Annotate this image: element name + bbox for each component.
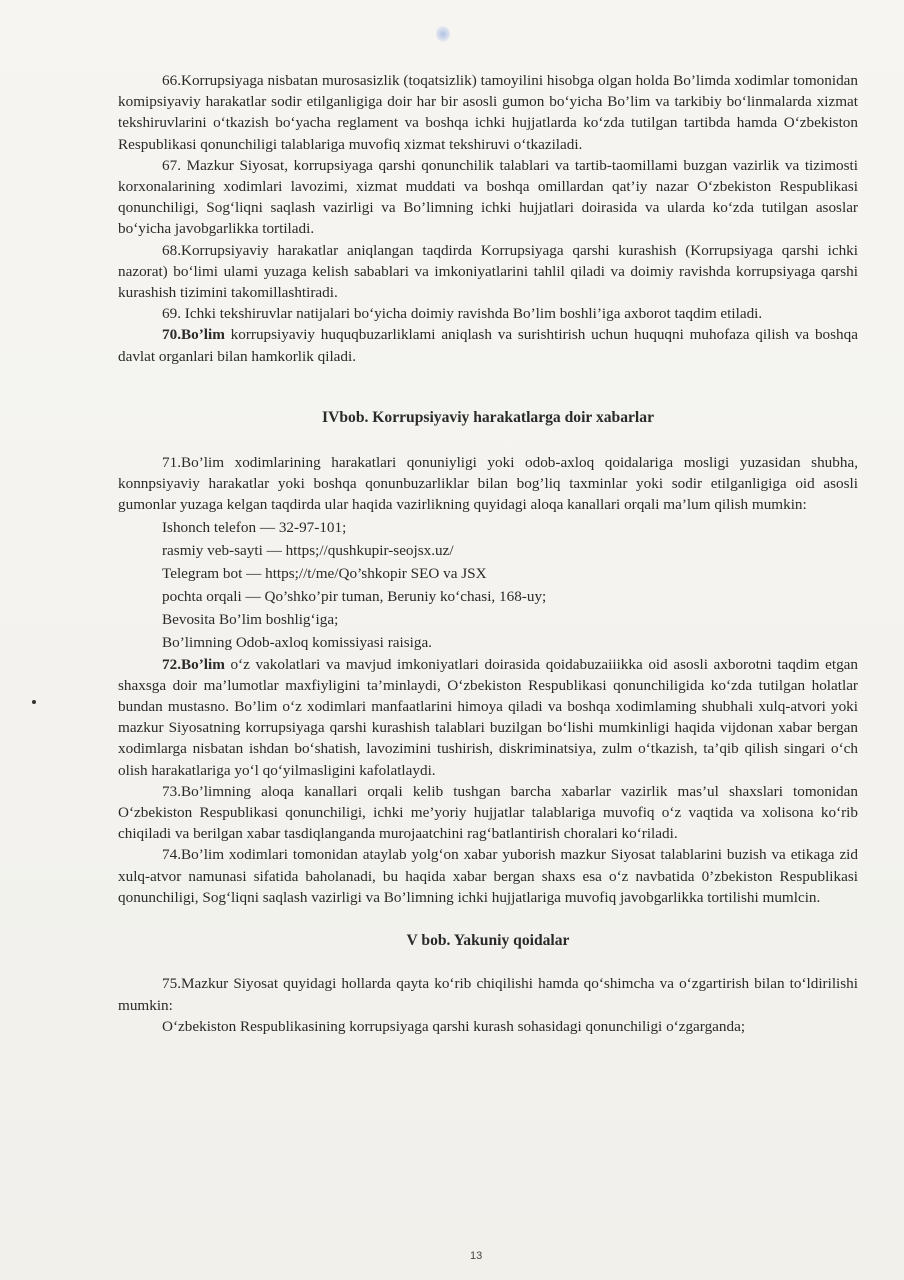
document-body (118, 70, 858, 1037)
ink-blot (436, 26, 450, 42)
paragraph-74: 74.Bo’lim xodimlari tomonidan ataylab yolg‘on xabar yuborish mazkur Siyosat talablarini buzish va etikaga zid xulq-atvor namunasi sifatida baholanadi, bu haqida xabar bergan shaxs esa o‘z navbatida 0’zbekiston Respublikasi qonunchiligi, Sog‘liqni saqlash vazirligi va Bo’limning ichki hujjatlariga muvofiq javobgarlikka tortilishi mumlcin. (118, 846, 858, 906)
channel-hotline: Ishonch telefon — 32-97-101; (162, 518, 347, 536)
paragraph-72-text: o‘z vakolatlari va mavjud imkoniyatlari doirasida qoidabuzaiiikka oid asosli axborotni taqdim etgan shaxsga doir ma’lumotlar maxfiyligini ta’minlaydi, O‘zbekiston Respublikasi qonunchiligida ko‘zda tutilgan holatlar bundan mustasno. Bo’lim o‘z xodimlari manfaatlarini himoya qiladi va boshqa xodimlaming shubhali xulq-atvori yoki mazkur Siyosatning korrupsiyaga qarshi kurashish talablari buzilgan bo‘lishi mumkinligi haqida vijdonan xabar bergan xodimlarga nisbatan ishdan bo‘shatish, lavozimini tushirish, diskriminatsiya, zulm o‘tkazish, ta’qib qilish singari o‘ch olish harakatlariga yo‘l qo‘yilmasligini kafolatlaydi. (118, 655, 858, 779)
channel-website: rasmiy veb-sayti — https;//qushkupir-seojsx.uz/ (162, 541, 454, 559)
paragraph-72 (118, 654, 858, 781)
contact-channels-list (162, 516, 858, 654)
paragraph-70-number: 70.Bo’lim (162, 326, 225, 344)
paragraph-69: 69. Ichki tekshiruvlar natijalari bo‘yicha doimiy ravishda Bo’lim boshli’iga axborot taqdim etiladi. (162, 305, 763, 323)
paragraph-73: 73.Bo’limning aloqa kanallari orqali kelib tushgan barcha xabarlar vazirlik mas’ul shaxslari tomonidan O‘zbekiston Respublikasi qonunchiligi, ichki me’yoriy hujjatlar talablariga muvofiq o‘z vaqtida va xolisona ko‘rib chiqiladi va berilgan xabar tasdiqlanganda murojaatchini rag‘batlantirish choralari ko‘riladi. (118, 782, 858, 843)
paragraph-75-item: O‘zbekiston Respublikasining korrupsiyaga qarshi kurash sohasidagi qonunchiligi o‘zgarganda; (162, 1017, 746, 1035)
paragraph-67: 67. Mazkur Siyosat, korrupsiyaga qarshi qonunchilik talablari va tartib-taomillami buzgan vazirlik va tizimosti korxonalarining xodimlari lavozimi, xizmat muddati va boshqa omillardan qat’iy nazar O‘zbekiston Respublikasi qonunchiligi, Sog‘liqni saqlash vazirligi va Bo’limning ichki hujjatlari doirasida va ularda ko‘zda tutilgan asoslar bo‘yicha javobgarlikka tortiladi. (118, 156, 858, 238)
page-number: 13 (470, 1250, 483, 1262)
channel-mail: pochta orqali — Qo’shko’pir tuman, Beruniy ko‘chasi, 168-uy; (162, 587, 547, 605)
paragraph-68: 68.Korrupsiyaviy harakatlar aniqlangan taqdirda Korrupsiyaga qarshi kurashish (Korrupsiyaga qarshi ichki nazorat) bo‘limi ulami yuzaga kelish sabablari va imkoniyatlarini tahlil qiladi va doimiy ravishda korrupsiyaga qarshi kurashish tizimini takomillashtiradi. (118, 241, 858, 302)
margin-speck (32, 700, 36, 704)
paragraph-70-text: korrupsiyaviy huquqbuzarliklami aniqlash va surishtirish uchun huquqni muhofaza qilish va boshqa davlat organlari bilan hamkorlik qiladi. (118, 326, 858, 365)
paragraph-71: 71.Bo’lim xodimlarining harakatlari qonuniyligi yoki odob-axloq qoidalariga mosligi yuzasidan shubha, konnpsiyaviy harakatlar yoki boshqa qonunbuzarliklar bilan bog’liq taxminlar yoki sodir etilganligiga oid asosli gumonlar yuzaga kelgan taqdirda ular haqida vazirlikning quyidagi aloqa kanallari orqali ma’lum qilish mumkin: (118, 454, 858, 514)
paragraph-75: 75.Mazkur Siyosat quyidagi hollarda qayta ko‘rib chiqilishi hamda qo‘shimcha va o‘zgartirish bilan to‘ldirilishi mumkin: (118, 975, 858, 1014)
paragraph-70 (118, 324, 858, 366)
paragraph-66: 66.Korrupsiyaga nisbatan murosasizlik (toqatsizlik) tamoyilini hisobga olgan holda Bo’limda xodimlar tomonidan komipsiyaviy harakatlar sodir etilganligiga doir har bir asosli gumon bo‘yicha Bo’lim va tarkibiy bo‘linmalarda xizmat tekshiruvlarini o‘tkazish bo‘yacha reglament va boshqa ichki hujjatlarda ko‘zda tutilgan tartibda hamda O‘zbekiston Respublikasi qonunchiligi talablariga muvofiq xizmat tekshiruvi o‘tkaziladi. (118, 72, 858, 153)
channel-telegram: Telegram bot — https;//t/me/Qo’shkopir SEO va JSX (162, 564, 487, 582)
channel-head: Bevosita Bo’lim boshlig‘iga; (162, 610, 339, 628)
chapter-5-heading: V bob. Yakuniy qoidalar (406, 932, 570, 950)
channel-ethics-commission: Bo’limning Odob-axloq komissiyasi raisiga. (162, 633, 432, 651)
chapter-4-heading: IVbob. Korrupsiyaviy harakatlarga doir xabarlar (322, 408, 654, 426)
paragraph-72-number: 72.Bo’lim (162, 655, 225, 673)
